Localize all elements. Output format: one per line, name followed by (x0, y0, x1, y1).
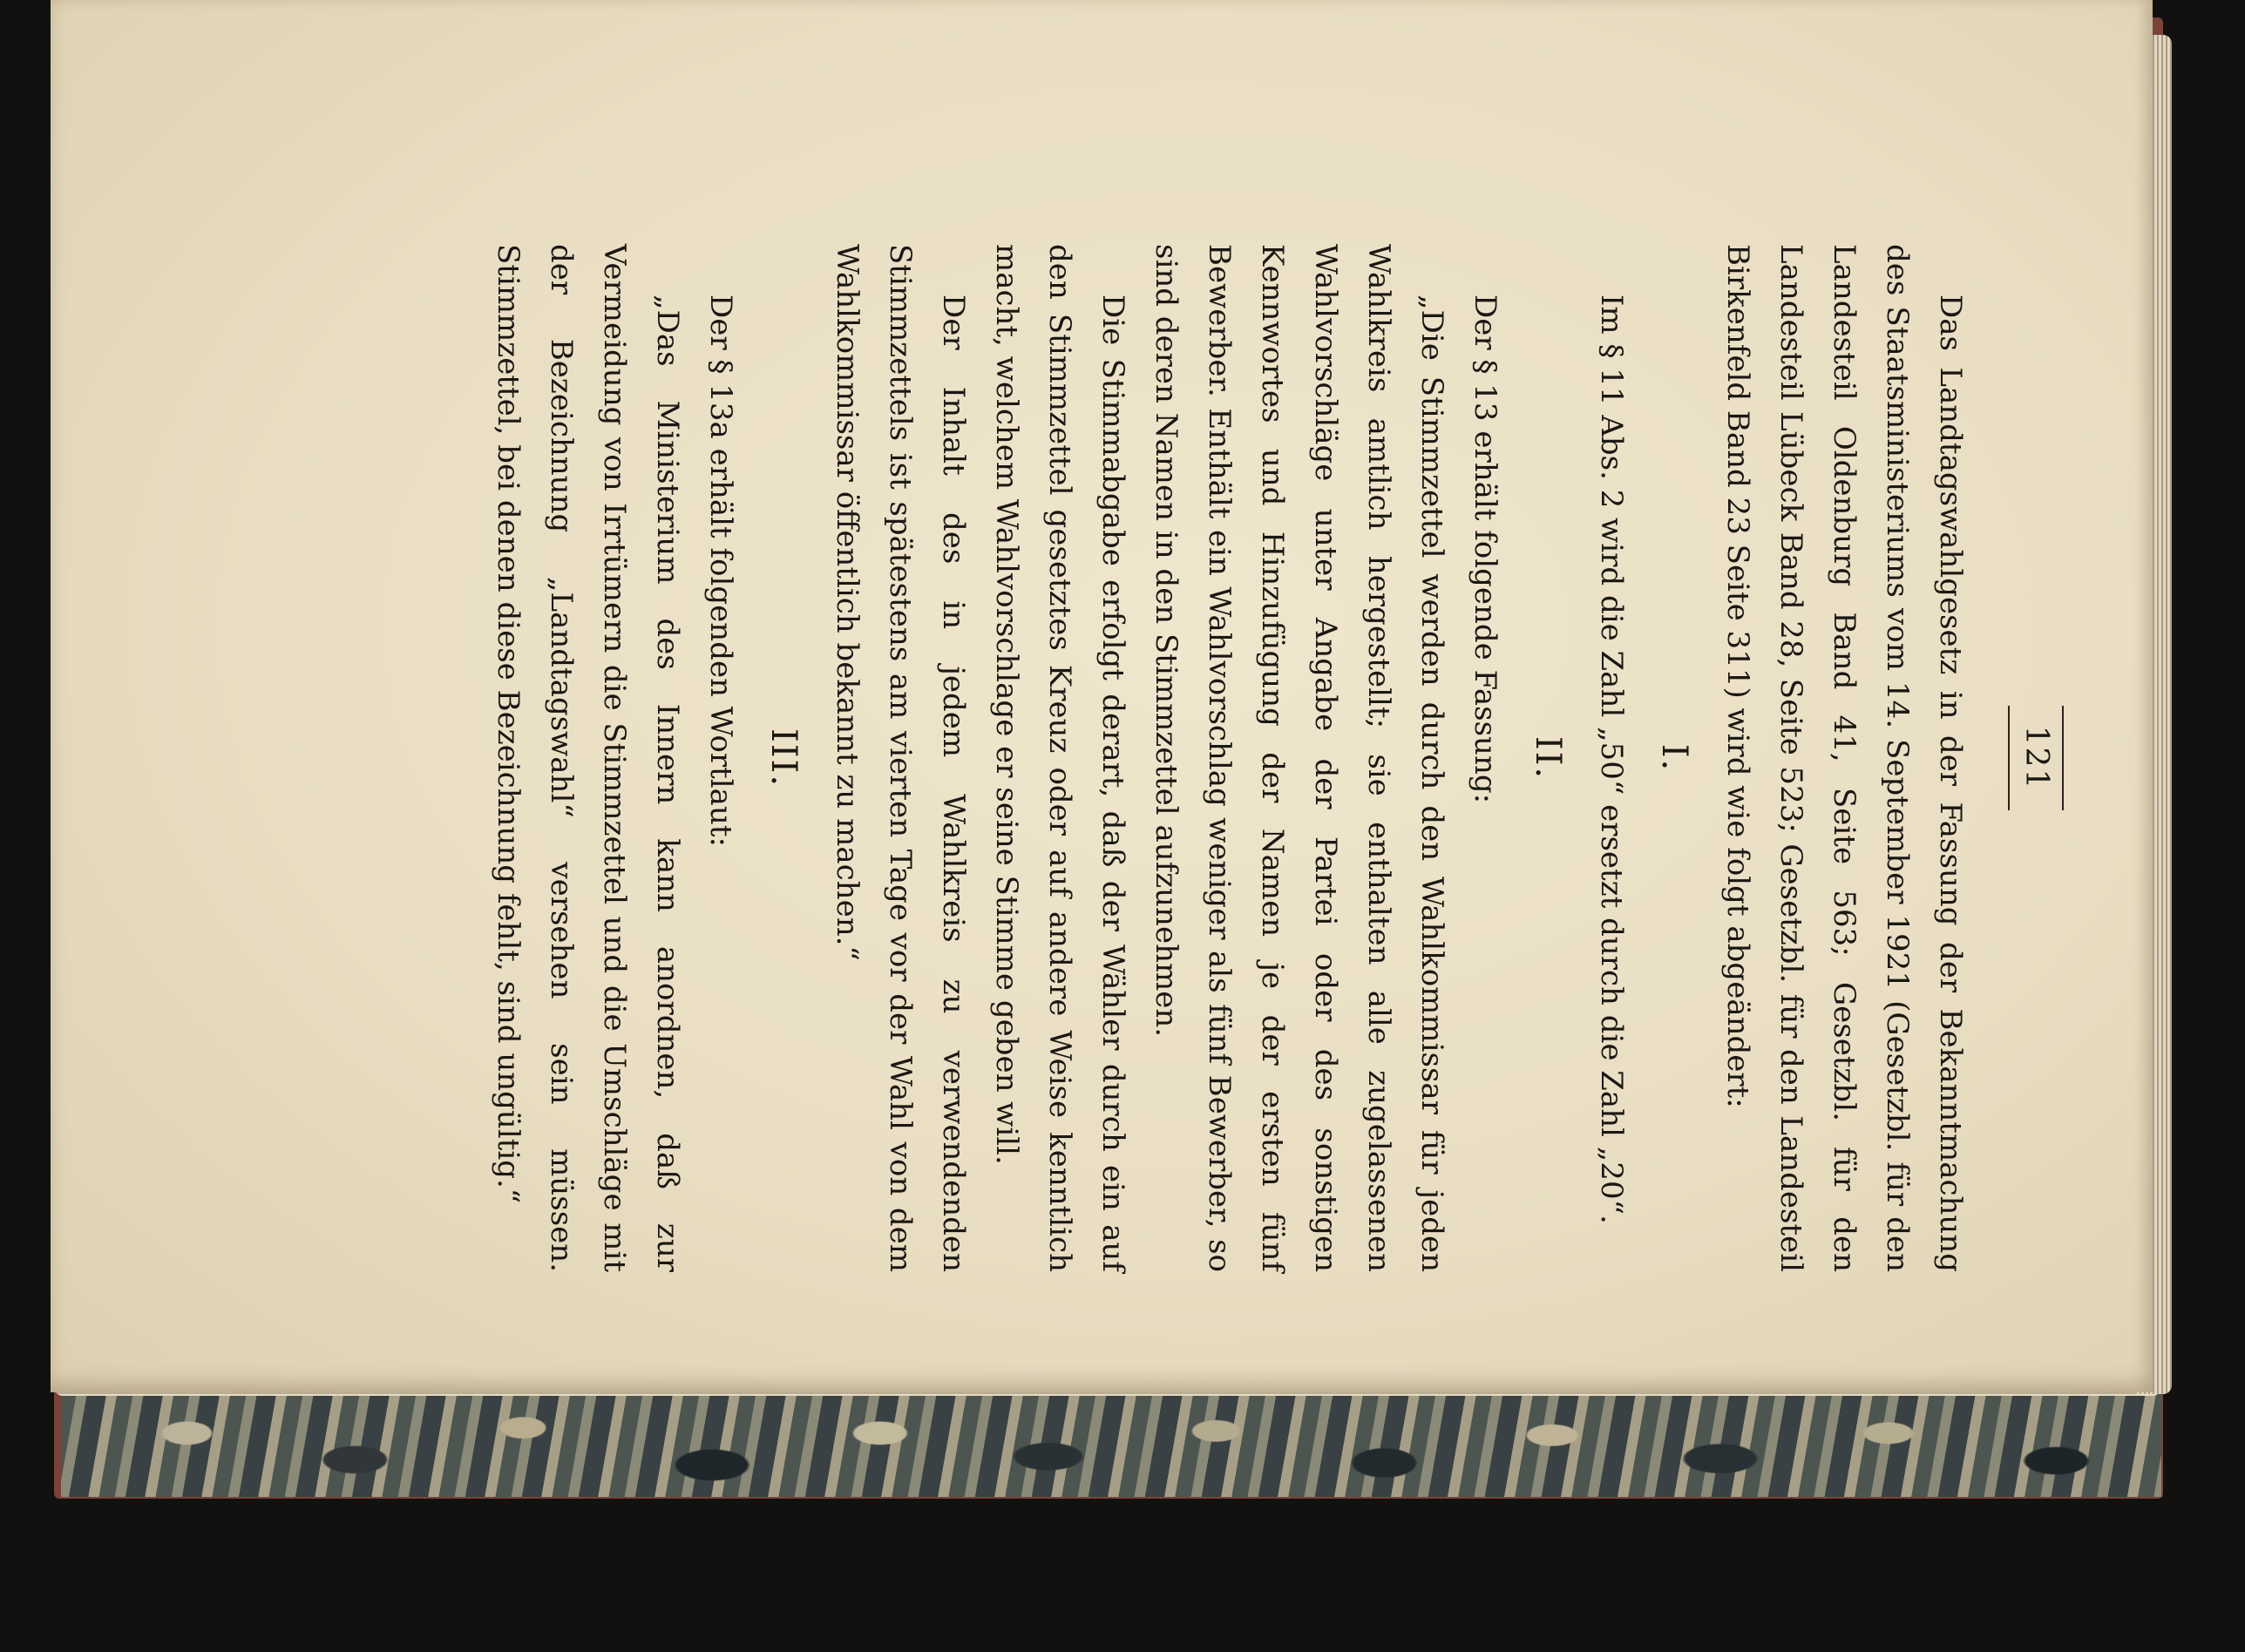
page-number: 121 (2018, 725, 2054, 791)
marbled-endpaper (61, 1391, 2161, 1497)
book-page (51, 0, 2153, 1392)
section-heading-3: III. (763, 728, 804, 789)
section-3-paragraph-1: Der § 13a erhält folgenden Wortlaut: (703, 295, 738, 847)
section-3-paragraph-2: „Das Ministerium des Innern kann anordnen, daß zur Vermeidung von Irrtümern die Stimmzettel und die Umschläge mit der Bezeichnung „Landtagswahl“ versehen sein müssen. Stimmzettel, bei denen diese Bezeichnung fehlt, sind ungültig.“ (491, 244, 685, 1272)
page-header (2008, 244, 2064, 1272)
section-heading-1: I. (1654, 743, 1694, 773)
intro-paragraph: Das Landtagswahlgesetz in der Fassung der Bekanntmachung des Staatsministeriums vom 14. September 1921 (Gesetzbl. für den Landesteil Oldenburg Band 41, Seite 563; Gesetzbl. für den Landesteil Lübeck Band 28, Seite 523; Gesetzbl. für den Landesteil Birkenfeld Band 23 Seite 311) wird wie folgt abgeändert: (1720, 244, 1968, 1272)
section-2-paragraph-4: Der Inhalt des in jedem Wahlkreis zu verwendenden Stimmzettels ist spätestens am vierten Tage vor der Wahl von dem Wahlkommissar öffentlich bekannt zu machen.“ (830, 244, 971, 1272)
header-rule-top (2062, 706, 2064, 810)
section-2-paragraph-2: „Die Stimmzettel werden durch den Wahlkommissar für jeden Wahlkreis amtlich hergestellt; sie enthalten alle zugelassenen Wahlvorschläge unter Angabe der Partei oder des sonstigen Kennwortes und Hinzufügung der Namen je der ersten fünf Bewerber. Enthält ein Wahlvorschlag weniger als fünf Bewerber, so sind deren Namen in den Stimmzettel aufzunehmen. (1149, 244, 1449, 1272)
section-2-paragraph-1: Der § 13 erhält folgende Fassung: (1468, 295, 1502, 804)
section-2-paragraph-3: Die Stimmabgabe erfolgt derart, daß der Wähler durch ein auf den Stimmzettel gesetztes Kreuz oder auf andere Weise kenntlich macht, welchem Wahlvorschlage er seine Stimme geben will. (989, 244, 1130, 1272)
page-text-block (373, 244, 2064, 1272)
section-1-paragraph-1: Im § 11 Abs. 2 wird die Zahl „50“ ersetzt durch die Zahl „20“. (1594, 295, 1629, 1224)
section-heading-2: II. (1528, 735, 1568, 781)
